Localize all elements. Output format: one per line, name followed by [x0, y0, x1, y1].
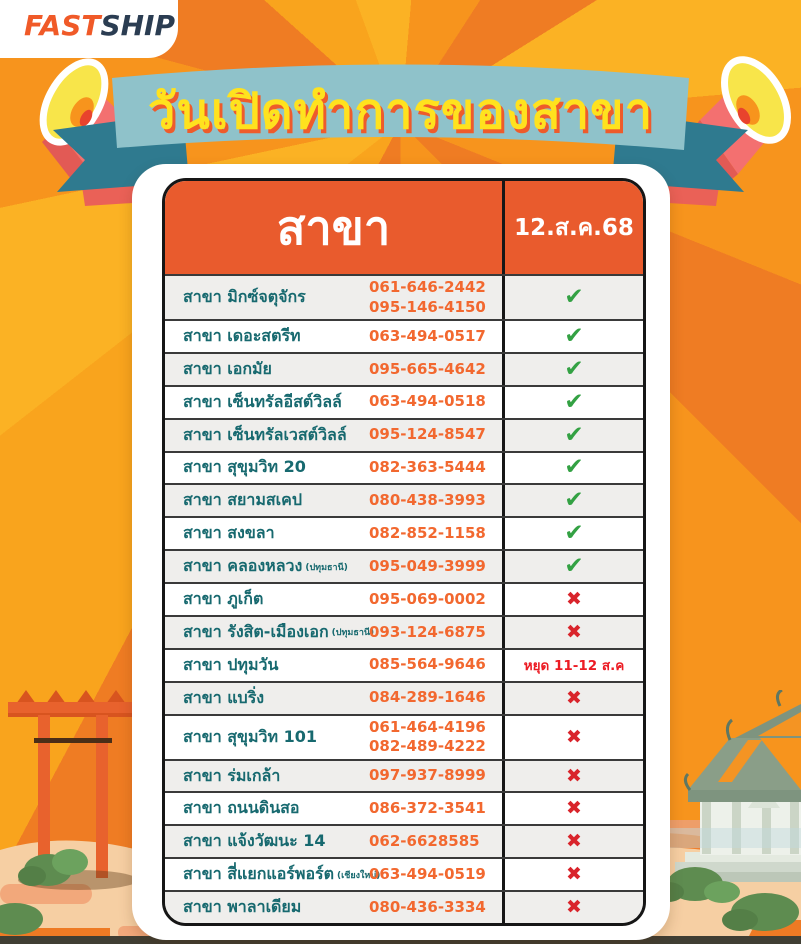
branch-cell: [165, 321, 505, 352]
table-row: [165, 274, 643, 319]
cross-icon: ✖: [566, 764, 582, 787]
branch-name: สาขา คลองหลวง: [183, 556, 303, 576]
cross-icon: ✖: [566, 620, 582, 643]
branch-phone: 095-146-4150: [369, 297, 486, 316]
branch-phone: 080-436-3334: [369, 897, 486, 916]
branch-phone: 080-438-3993: [369, 491, 486, 510]
fastship-logo-text: [24, 9, 178, 42]
branch-phone: 097-937-8999: [369, 766, 486, 785]
branch-phones: [369, 420, 486, 451]
branch-name: สาขา สุขุมวิท 101: [183, 726, 317, 746]
branch-name: สาขา สี่แยกแอร์พอร์ต: [183, 864, 335, 884]
branch-phone: 095-665-4642: [369, 359, 486, 378]
cross-icon: ✖: [566, 863, 582, 886]
cross-icon: ✖: [566, 830, 582, 853]
branch-cell: [165, 276, 505, 319]
branch-cell: [165, 420, 505, 451]
branch-phones: [369, 584, 486, 615]
branch-name: สาขา เดอะสตรีท: [183, 325, 301, 345]
branch-phone: 063-494-0518: [369, 392, 486, 411]
status-cell: [505, 793, 643, 824]
table-row: [165, 549, 643, 582]
table-row: [165, 615, 643, 648]
branch-phone: 085-564-9646: [369, 655, 486, 674]
branch-name: สาขา เอกมัย: [183, 358, 272, 378]
status-cell: [505, 321, 643, 352]
status-cell: [505, 826, 643, 857]
status-cell: [505, 420, 643, 451]
branch-phone: 061-646-2442: [369, 278, 486, 297]
branch-phone: 093-124-6875: [369, 622, 486, 641]
check-icon: ✔: [564, 388, 584, 415]
branch-phone: 095-049-3999: [369, 556, 486, 575]
table-row: [165, 319, 643, 352]
branch-name: สาขา แบริ่ง: [183, 687, 265, 707]
table-row: [165, 857, 643, 890]
branch-phone: 082-489-4222: [369, 737, 486, 756]
status-cell: [505, 761, 643, 792]
logo-ship: SHIP: [100, 9, 175, 42]
branch-phone: 095-069-0002: [369, 589, 486, 608]
check-icon: ✔: [564, 553, 584, 580]
branch-phones: [369, 826, 480, 857]
branch-phones: [369, 617, 486, 648]
branch-name: สาขา สุขุมวิท 20: [183, 457, 306, 477]
branch-cell: [165, 826, 505, 857]
check-icon: ✔: [564, 355, 584, 382]
branch-phones: [369, 518, 486, 549]
holiday-text: หยุด 11-12 ส.ค: [523, 658, 625, 675]
branch-phones: [369, 892, 486, 923]
branch-phones: [369, 650, 486, 681]
branch-name: สาขา มิกซ์จตุจักร: [183, 287, 306, 307]
branch-name: สาขา พาลาเดียม: [183, 897, 302, 917]
branch-name: สาขา ปทุมวัน: [183, 654, 279, 674]
status-cell: [505, 518, 643, 549]
branch-cell: [165, 761, 505, 792]
table-row: [165, 352, 643, 385]
status-cell: [505, 276, 643, 319]
branch-phone: 086-372-3541: [369, 799, 486, 818]
branch-cell: [165, 859, 505, 890]
branch-name: สาขา รังสิต-เมืองเอก: [183, 621, 329, 641]
check-icon: ✔: [564, 454, 584, 481]
branch-phone: 061-464-4196: [369, 717, 486, 736]
table-row: [165, 681, 643, 714]
branch-phones: [369, 354, 486, 385]
check-icon: ✔: [564, 322, 584, 349]
cross-icon: ✖: [566, 686, 582, 709]
status-cell: [505, 617, 643, 648]
branch-phones: [369, 551, 486, 582]
check-icon: ✔: [564, 520, 584, 547]
branch-name: สาขา สงขลา: [183, 523, 275, 543]
status-cell: [505, 551, 643, 582]
branch-phone: 095-124-8547: [369, 425, 486, 444]
table-row: [165, 451, 643, 484]
branch-name: สาขา สยามสเคป: [183, 490, 303, 510]
branch-phones: [369, 859, 486, 890]
branch-cell: [165, 387, 505, 418]
branch-cell: [165, 650, 505, 681]
branch-phones: [369, 793, 486, 824]
cross-icon: ✖: [566, 587, 582, 610]
branch-table-card: [132, 164, 670, 940]
branch-phones: [369, 761, 486, 792]
table-row: [165, 516, 643, 549]
branch-cell: [165, 518, 505, 549]
branch-note: (ปทุมธานี): [331, 628, 375, 639]
branch-cell: [165, 453, 505, 484]
header-branch-column: สาขา: [165, 181, 505, 274]
branch-cell: [165, 892, 505, 923]
branch-cell: [165, 683, 505, 714]
logo-fast: FAST: [24, 9, 101, 42]
status-cell: [505, 892, 643, 923]
branch-phone: 062-6628585: [369, 832, 480, 851]
header-date-column: 12.ส.ค.68: [514, 214, 634, 241]
branch-cell: [165, 354, 505, 385]
status-cell: [505, 859, 643, 890]
branch-cell: [165, 485, 505, 516]
branch-phones: [369, 387, 486, 418]
table-row: [165, 824, 643, 857]
table-body: [165, 274, 643, 923]
table-row: [165, 890, 643, 923]
status-cell: [505, 453, 643, 484]
cross-icon: ✖: [566, 896, 582, 919]
table-header: [165, 181, 643, 274]
branch-phone: 084-289-1646: [369, 688, 486, 707]
table-row: [165, 385, 643, 418]
status-cell: [505, 716, 643, 759]
table-row: [165, 418, 643, 451]
branch-cell: [165, 793, 505, 824]
fastship-logo: [0, 0, 178, 58]
branch-note: (เชียงใหม่): [337, 870, 381, 881]
status-cell: [505, 584, 643, 615]
page-title: วันเปิดทำการของสาขา: [147, 83, 654, 140]
table-row: [165, 483, 643, 516]
table-row: [165, 714, 643, 759]
cross-icon: ✖: [566, 725, 582, 748]
branch-note: (ปทุมธานี): [305, 562, 348, 573]
table-row: [165, 791, 643, 824]
table-row: [165, 648, 643, 681]
check-icon: ✔: [564, 487, 584, 514]
status-cell: [505, 485, 643, 516]
branch-name: สาขา เซ็นทรัลอีสต์วิลล์: [183, 391, 342, 411]
branch-name: สาขา ร่มเกล้า: [183, 765, 281, 785]
check-icon: ✔: [564, 284, 584, 311]
branch-phones: [369, 321, 486, 352]
status-cell: [505, 387, 643, 418]
branch-phone: 063-494-0519: [369, 864, 486, 883]
branch-phones: [369, 276, 486, 319]
branch-phones: [369, 485, 486, 516]
branch-phone: 063-494-0517: [369, 326, 486, 345]
branch-cell: [165, 716, 505, 759]
status-cell: [505, 354, 643, 385]
branch-phone: 082-363-5444: [369, 458, 486, 477]
status-cell: [505, 650, 643, 681]
status-cell: [505, 683, 643, 714]
branch-phones: [369, 683, 486, 714]
check-icon: ✔: [564, 421, 584, 448]
branch-phones: [369, 453, 486, 484]
branch-phones: [369, 716, 486, 759]
branch-name: สาขา ถนนดินสอ: [183, 798, 300, 818]
branch-cell: [165, 584, 505, 615]
branch-cell: [165, 617, 505, 648]
table-row: [165, 582, 643, 615]
branch-name: สาขา แจ้งวัฒนะ 14: [183, 831, 326, 851]
branch-name: สาขา ภูเก็ต: [183, 588, 264, 608]
branch-cell: [165, 551, 505, 582]
cross-icon: ✖: [566, 797, 582, 820]
branch-phone: 082-852-1158: [369, 523, 486, 542]
branch-name: สาขา เซ็นทรัลเวสต์วิลล์: [183, 424, 347, 444]
table-row: [165, 759, 643, 792]
branch-table: [162, 178, 646, 926]
